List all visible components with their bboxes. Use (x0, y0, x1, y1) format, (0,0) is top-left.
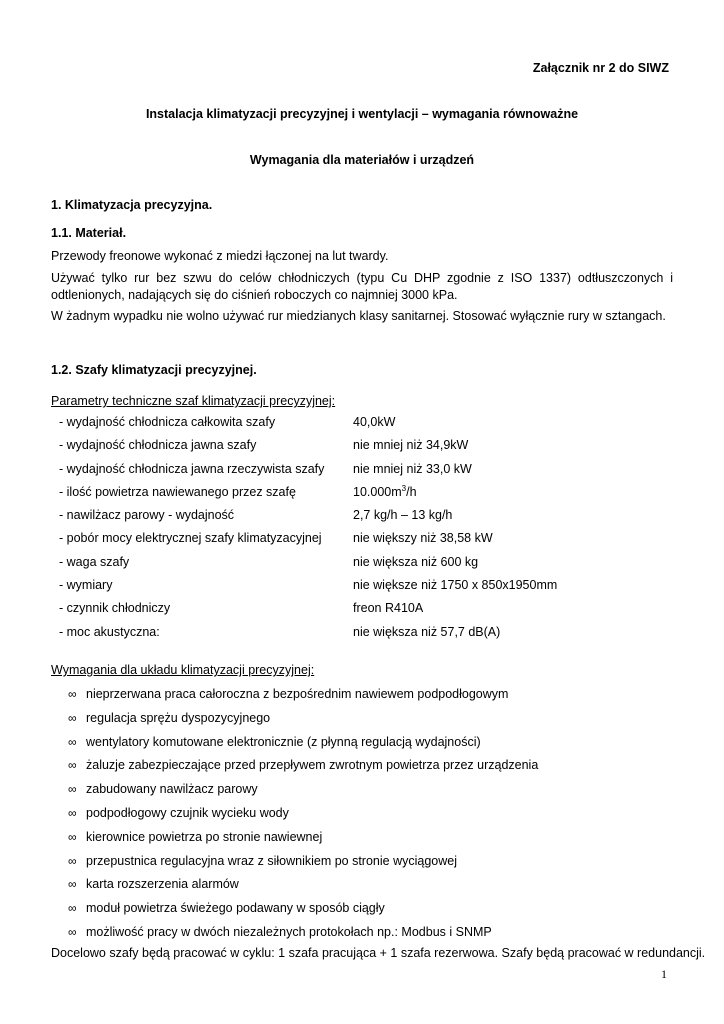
param-value: 2,7 kg/h – 13 kg/h (353, 508, 453, 523)
list-item (68, 734, 668, 758)
document-subtitle: Wymagania dla materiałów i urządzeń (249, 153, 475, 167)
section-1-2-heading: 1.2. Szafy klimatyzacji precyzyjnej. (51, 363, 257, 377)
section-1-1-paragraph-2: Używać tylko rur bez szwu do celów chłodniczych (typu Cu DHP zgodnie z ISO 1337) odtłuszczonych i odtlenionych, nadających się do ciśnień roboczych co najmniej 3000 kPa. (51, 271, 673, 302)
param-value: nie większa niż 57,7 dB(A) (353, 624, 501, 639)
param-value: nie większe niż 1750 x 850x1950mm (353, 578, 558, 593)
infinity-bullet-icon: ∞ (68, 710, 77, 725)
section-1-1-paragraph-1: Przewody freonowe wykonać z miedzi łączonej na lut twardy. (51, 249, 389, 263)
param-value: nie mniej niż 33,0 kW (353, 461, 472, 476)
param-row (59, 507, 519, 530)
requirements-list (68, 686, 668, 948)
param-name: - wydajność chłodnicza jawna rzeczywista szafy (59, 461, 325, 476)
param-name: - wydajność chłodnicza całkowita szafy (59, 415, 276, 429)
param-value: freon R410A (353, 601, 424, 616)
param-value: nie większa niż 600 kg (353, 554, 479, 569)
section-1-1-paragraph-3: W żadnym wypadku nie wolno używać rur miedzianych klasy sanitarnej. Stosować wyłącznie rury w sztangach. (51, 309, 666, 323)
list-item-text: zabudowany nawilżacz parowy (86, 782, 258, 797)
infinity-bullet-icon: ∞ (68, 687, 77, 701)
param-name: - wydajność chłodnicza jawna szafy (59, 438, 257, 453)
list-item-text: moduł powietrza świeżego podawany w sposób ciągły (86, 901, 385, 916)
param-value (353, 484, 417, 501)
param-row (59, 600, 519, 623)
list-item-text: podpodłogowy czujnik wycieku wody (86, 805, 289, 820)
list-item-text: przepustnica regulacyjna wraz z siłownikiem po stronie wyciągowej (86, 853, 457, 868)
list-item (68, 900, 668, 924)
param-name: - nawilżacz parowy - wydajność (59, 508, 235, 523)
list-item-text: wentylatory komutowane elektronicznie (z płynną regulacją wydajności) (86, 734, 481, 749)
list-item-text: żaluzje zabezpieczające przed przepływem zwrotnym powietrza przez urządzenia (86, 758, 539, 773)
param-value-superscript: 3 (401, 483, 407, 493)
param-name: - ilość powietrza nawiewanego przez szafę (59, 484, 296, 499)
annex-label: Załącznik nr 2 do SIWZ (532, 61, 669, 75)
list-item (68, 710, 668, 734)
param-value: nie mniej niż 34,9kW (353, 438, 469, 453)
list-item-text: karta rozszerzenia alarmów (86, 877, 239, 892)
list-item-text: kierownice powietrza po stronie nawiewnej (86, 829, 323, 844)
param-name: - moc akustyczna: (59, 624, 160, 639)
params-list (59, 414, 558, 647)
infinity-bullet-icon: ∞ (68, 829, 77, 844)
list-item-text: nieprzerwana praca całoroczna z bezpośrednim nawiewem podpodłogowym (86, 687, 509, 701)
param-row (59, 461, 519, 484)
infinity-bullet-icon: ∞ (68, 758, 77, 773)
param-row (59, 554, 519, 577)
requirements-label: Wymagania dla układu klimatyzacji precyzyjnej: (51, 663, 315, 677)
list-item-text: regulacja sprężu dyspozycyjnego (86, 710, 271, 725)
param-value: nie większy niż 38,58 kW (353, 531, 493, 546)
param-row (59, 437, 519, 460)
infinity-bullet-icon: ∞ (68, 805, 77, 820)
document-title: Instalacja klimatyzacji precyzyjnej i wentylacji – wymagania równoważne (145, 107, 579, 121)
list-item (68, 805, 668, 829)
params-label: Parametry techniczne szaf klimatyzacji precyzyjnej: (51, 394, 336, 408)
section-1-heading: 1. Klimatyzacja precyzyjna. (51, 198, 213, 212)
param-row (59, 624, 519, 647)
param-name: - wymiary (59, 578, 113, 593)
list-item (68, 686, 668, 710)
closing-paragraph: Docelowo szafy będą pracować w cyklu: 1 szafa pracująca + 1 szafa rezerwowa. Szafy będą pracować w redundancji. (51, 946, 706, 960)
infinity-bullet-icon: ∞ (68, 901, 77, 916)
list-item (68, 829, 668, 853)
page-number: 1 (661, 967, 667, 981)
infinity-bullet-icon: ∞ (68, 734, 77, 749)
list-item (68, 757, 668, 781)
param-row (59, 530, 519, 553)
section-1-1-heading: 1.1. Materiał. (51, 226, 127, 240)
list-item (68, 853, 668, 877)
param-name: - waga szafy (59, 554, 130, 569)
param-name: - pobór mocy elektrycznej szafy klimatyzacyjnej (59, 531, 322, 546)
infinity-bullet-icon: ∞ (68, 782, 77, 797)
param-row (59, 484, 519, 507)
param-row (59, 577, 558, 600)
param-row (59, 414, 519, 437)
list-item-text: możliwość pracy w dwóch niezależnych protokołach np.: Modbus i SNMP (86, 924, 492, 939)
list-item (68, 876, 668, 900)
param-name: - czynnik chłodniczy (59, 601, 171, 616)
list-item (68, 781, 668, 805)
param-value-tail: /h (406, 484, 417, 499)
infinity-bullet-icon: ∞ (68, 924, 77, 939)
param-value-base: 10.000m (353, 484, 402, 499)
param-value: 40,0kW (353, 415, 396, 429)
infinity-bullet-icon: ∞ (68, 877, 77, 892)
infinity-bullet-icon: ∞ (68, 853, 77, 868)
